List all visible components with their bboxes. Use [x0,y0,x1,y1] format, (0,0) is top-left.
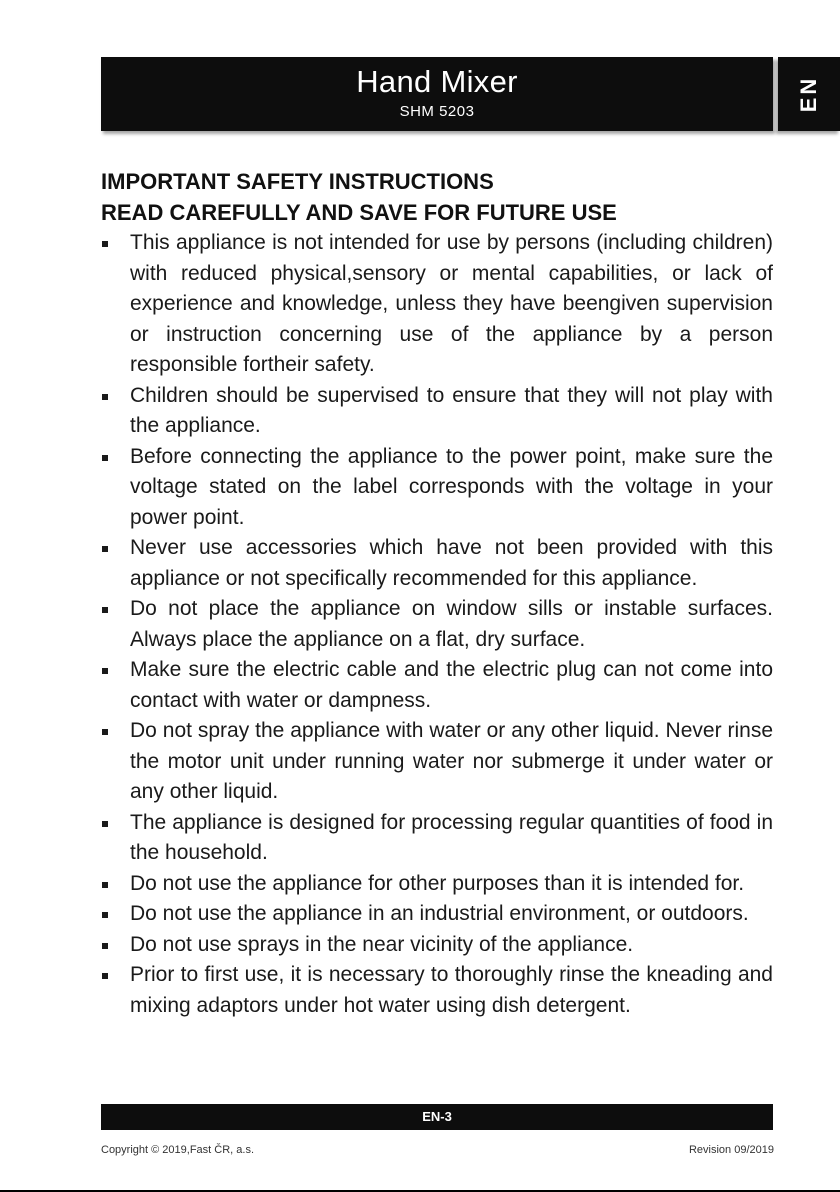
bullet-icon [102,821,108,827]
instruction-text: Prior to first use, it is necessary to thoroughly rinse the kneading and mixing adaptors under hot water using dish detergent. [130,963,773,1017]
instruction-item [101,228,773,381]
bullet-icon [102,241,108,247]
bullet-icon [102,668,108,674]
bullet-icon [102,912,108,918]
instruction-text: Do not spray the appliance with water or any other liquid. Never rinse the motor unit under running water nor submerge it under water or any other liquid. [130,719,773,803]
bullet-icon [102,729,108,735]
instruction-list [101,228,773,1021]
document-title: Hand Mixer [356,64,518,99]
bullet-icon [102,943,108,949]
instruction-text: Do not use sprays in the near vicinity of the appliance. [130,932,634,956]
read-carefully-heading: READ CAREFULLY AND SAVE FOR FUTURE USE [101,200,617,225]
safety-heading: IMPORTANT SAFETY INSTRUCTIONS [101,169,494,194]
instruction-text: Do not place the appliance on window sills or instable surfaces. Always place the appliance on a flat, dry surface. [130,597,773,651]
instruction-text: Do not use the appliance for other purposes than it is intended for. [130,871,745,895]
instruction-item [101,533,773,594]
instruction-item [101,442,773,534]
instruction-text: The appliance is designed for processing regular quantities of food in the household. [130,810,773,864]
instruction-item [101,655,773,716]
revision-label: Revision 09/2019 [688,1144,774,1156]
language-tab [778,57,840,131]
instruction-text: Never use accessories which have not been provided with this appliance or not specifically recommended for this appliance. [130,536,773,590]
bullet-icon [102,973,108,979]
instruction-item [101,716,773,808]
instruction-text: Make sure the electric cable and the electric plug can not come into contact with water or dampness. [130,658,773,712]
instruction-item [101,381,773,442]
bullet-icon [102,882,108,888]
instruction-item [101,930,773,961]
instruction-text: Children should be supervised to ensure that they will not play with the appliance. [130,383,773,437]
model-number: SHM 5203 [399,103,475,120]
instruction-text: This appliance is not intended for use by persons (including children) with reduced physical,sensory or mental capabilities, or lack of experience and knowledge, unless they have beengiven supervision or instruction concerning use of the appliance by a person responsible fortheir safety. [130,231,773,376]
bullet-icon [102,546,108,552]
page-number: EN-3 [422,1109,452,1124]
instruction-text: Before connecting the appliance to the power point, make sure the voltage stated on the label corresponds with the voltage in your power point. [130,444,773,529]
page-number-bar [101,1104,773,1130]
language-label: EN [796,75,821,113]
safety-instructions-section [101,166,773,1021]
bullet-icon [102,394,108,400]
instruction-item [101,899,773,930]
instruction-item [101,808,773,869]
instruction-item [101,960,773,1021]
instruction-text: Do not use the appliance in an industrial environment, or outdoors. [130,902,749,925]
copyright-notice: Copyright © 2019,Fast ČR, a.s. [101,1144,255,1156]
bullet-icon [102,455,108,461]
document-header [101,57,773,131]
bullet-icon [102,607,108,613]
instruction-item [101,869,773,900]
instruction-item [101,594,773,655]
